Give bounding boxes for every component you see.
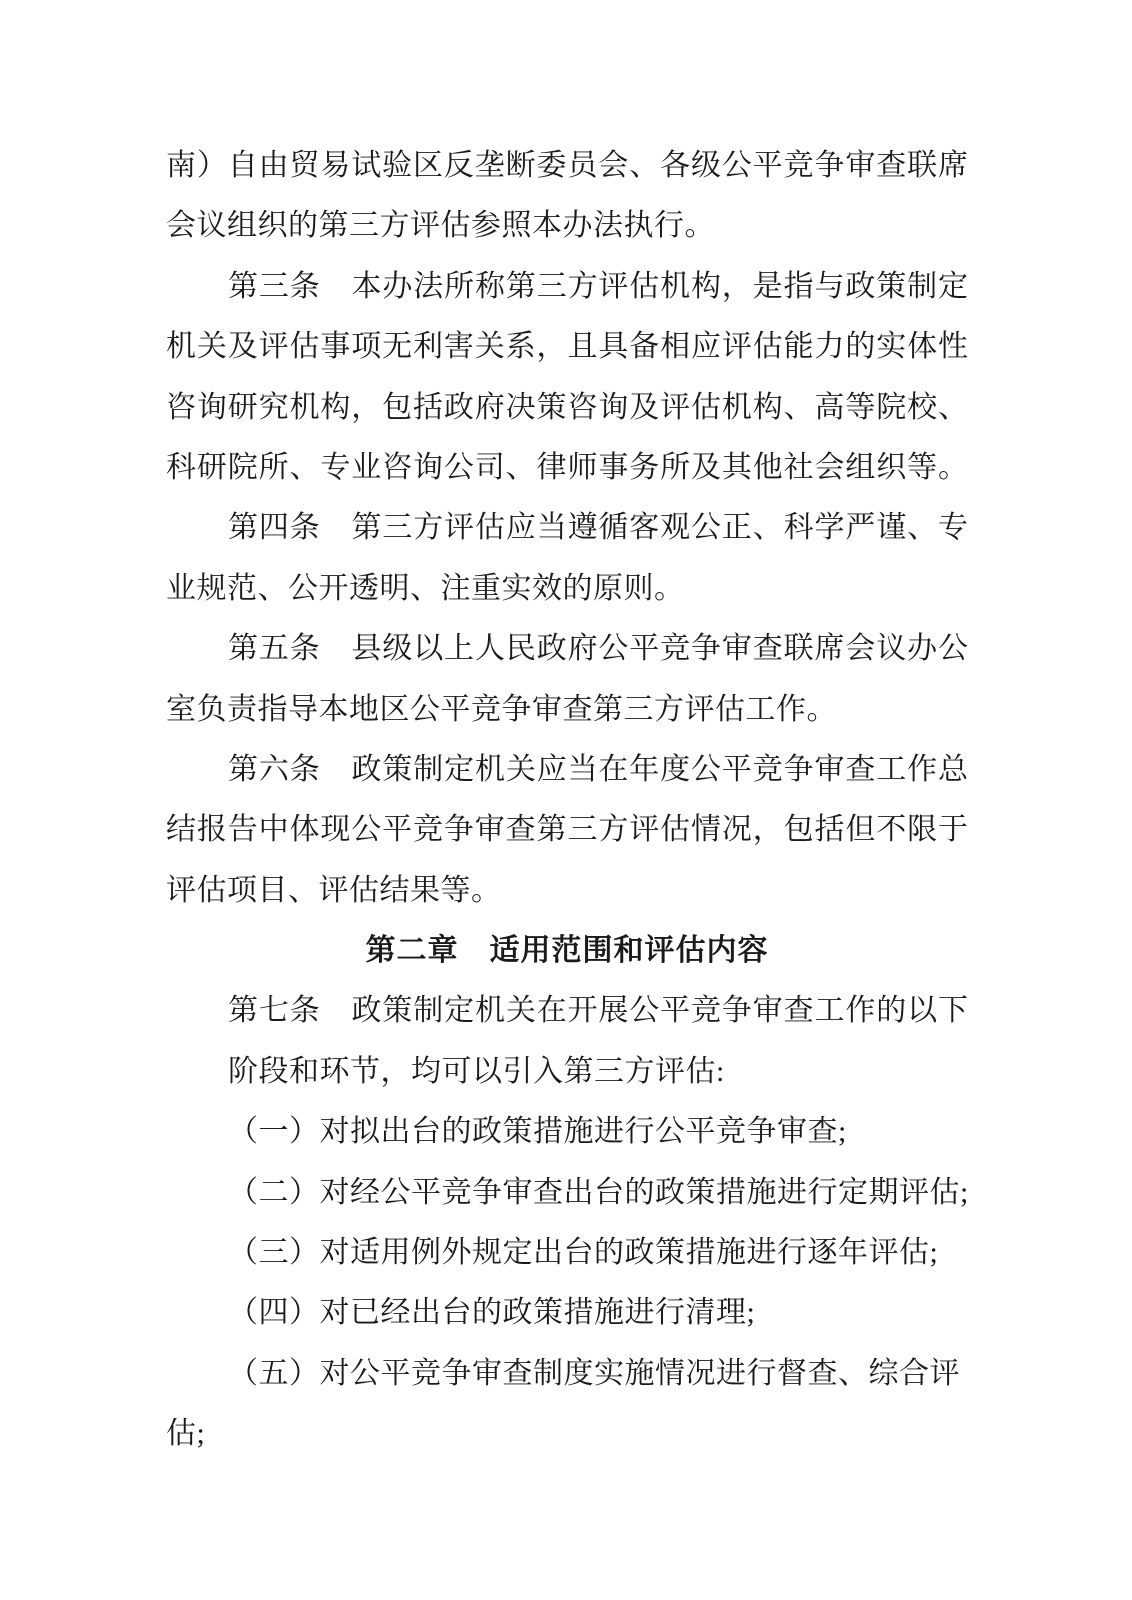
document-line: 会议组织的第三方评估参照本办法执行。 (166, 209, 715, 243)
document-line: 第七条 政策制定机关在开展公平竞争审查工作的以下 (228, 994, 968, 1028)
document-line: 评估项目、评估结果等。 (166, 873, 502, 907)
document-line: （四）对已经出台的政策措施进行清理; (228, 1296, 756, 1330)
document-line: （五）对公平竞争审查制度实施情况进行督查、综合评 (228, 1356, 960, 1390)
document-line: 室负责指导本地区公平竞争审查第三方评估工作。 (166, 692, 837, 726)
document-line: 南）自由贸易试验区反垄断委员会、各级公平竞争审查联席 (166, 149, 968, 182)
document-body (166, 136, 968, 1465)
document-line: 第四条 第三方评估应当遵循客观公正、科学严谨、专 (228, 511, 968, 545)
document-line: 阶段和环节，均可以引入第三方评估: (228, 1054, 725, 1088)
document-line: 第六条 政策制定机关应当在年度公平竞争审查工作总 (228, 752, 968, 786)
document-line: （二）对经公平竞争审查出台的政策措施进行定期评估; (228, 1175, 969, 1209)
document-line: 科研院所、专业咨询公司、律师事务所及其他社会组织等。 (166, 450, 968, 484)
document-line: （一）对拟出台的政策措施进行公平竞争审查; (228, 1115, 847, 1149)
document-line: 咨询研究机构，包括政府决策咨询及评估机构、高等院校、 (166, 390, 968, 424)
document-line: 结报告中体现公平竞争审查第三方评估情况，包括但不限于 (166, 813, 968, 847)
document-line: （三）对适用例外规定出台的政策措施进行逐年评估; (228, 1236, 939, 1270)
document-line: 第三条 本办法所称第三方评估机构，是指与政策制定 (228, 269, 968, 303)
document-line: 第二章 适用范围和评估内容 (365, 934, 769, 968)
document-line: 估; (166, 1417, 206, 1451)
document-line: 第五条 县级以上人民政府公平竞争审查联席会议办公 (228, 632, 968, 666)
document-line: 业规范、公开透明、注重实效的原则。 (166, 571, 685, 605)
document-line: 机关及评估事项无利害关系，且具备相应评估能力的实体性 (166, 330, 968, 364)
